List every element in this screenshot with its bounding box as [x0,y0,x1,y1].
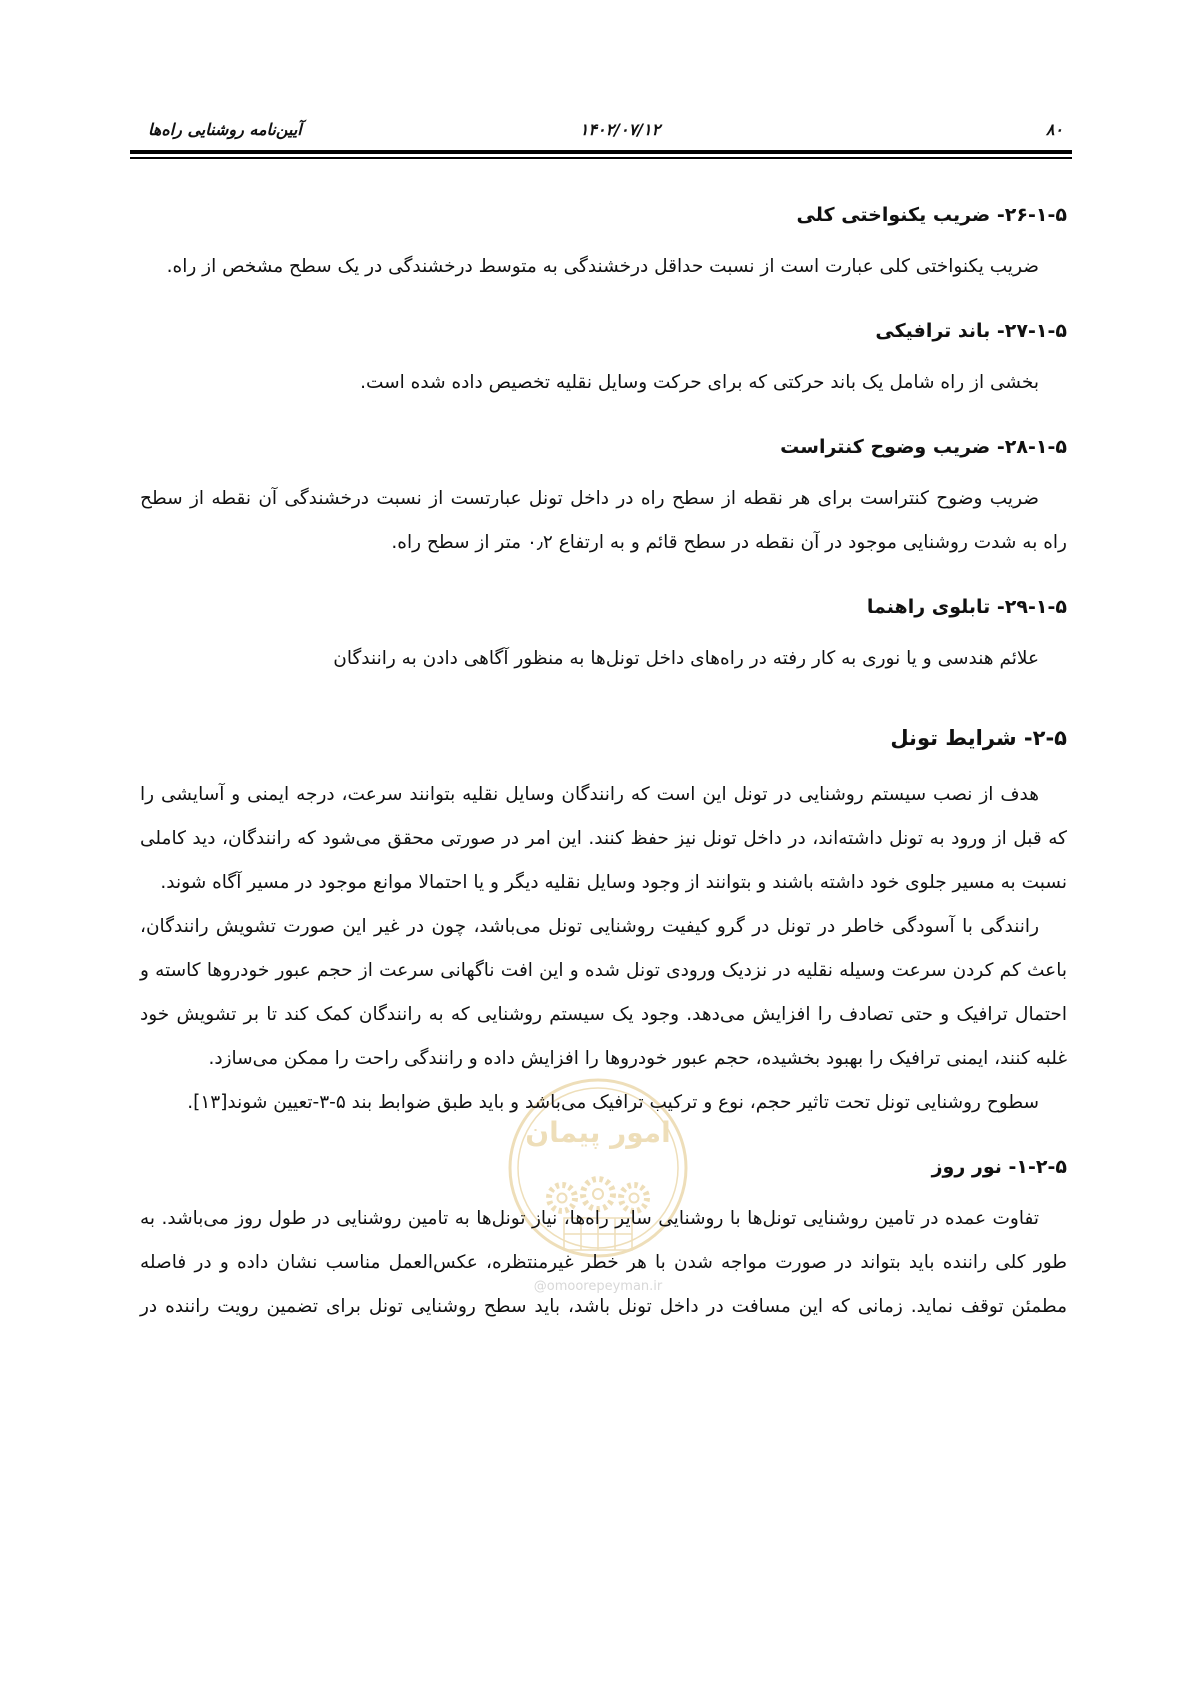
section-number-part: ۵ [1055,436,1067,458]
section-5-2-1 [140,1147,1067,1329]
section-number-part: ۵ [1055,596,1067,618]
section-number-part: ۱ [1035,436,1048,458]
section-number: ۵-۱-۲۸- [996,436,1067,458]
section-5-1-27 [140,311,1067,405]
document-title: آیین‌نامه روشنایی راه‌ها [148,120,302,139]
section-heading [140,427,1067,467]
section-5-2 [140,718,1067,1125]
paragraph: ضریب وضوح کنتراست برای هر نقطه از سطح راه در داخل تونل عبارتست از نسبت درخشندگی آن نقطه از سطح راه به شدت روشنایی موجود در آن نقطه در سطح قائم و به ارتفاع ۰٫۲ متر از سطح راه. [140,488,1067,553]
header-rule-thick [130,150,1072,154]
section-number: ۵-۱-۲۶- [996,204,1067,226]
section-title: شرایط تونل [890,726,1017,750]
document-body [140,195,1067,1329]
section-number-part: ۲۸ [1004,436,1028,458]
section-number-part: ۲ [1035,1156,1048,1178]
section-number-part: ۱ [1035,596,1048,618]
section-number: ۵-۱-۲۹- [996,596,1067,618]
section-heading [140,1147,1067,1187]
paragraph: علائم هندسی و یا نوری به کار رفته در راه‌های داخل تونل‌ها به منظور آگاهی دادن به رانندگان [333,648,1039,669]
section-number: ۵-۲- [1023,726,1067,750]
section-title: باند ترافیکی [875,320,991,342]
section-number-part: ۵ [1055,1156,1067,1178]
section-title: ضریب وضوح کنتراست [780,436,991,458]
section-title: ضریب یکنواختی کلی [796,204,991,226]
header-date: ۱۴۰۲/۰۷/۱۲ [579,120,661,139]
section-heading [140,718,1067,758]
section-title: تابلوی راهنما [866,596,991,618]
section-number: ۵-۲-۱- [1008,1156,1067,1178]
section-number-part: ۱ [1035,320,1048,342]
section-number-part: ۱ [1016,1156,1028,1178]
paragraph: بخشی از راه شامل یک باند حرکتی که برای حرکت وسایل نقلیه تخصیص داده شده است. [360,372,1039,393]
section-number-part: ۲۹ [1004,596,1028,618]
section-title: نور روز [931,1156,1002,1178]
paragraph: ضریب یکنواختی کلی عبارت است از نسبت حداقل درخشندگی به متوسط درخشندگی در یک سطح مشخص از راه. [166,256,1039,277]
section-number-part: ۲۷ [1004,320,1028,342]
paragraph: هدف از نصب سیستم روشنایی در تونل این است که رانندگان وسایل نقلیه بتوانند سرعت، درجه ایمنی و آسایشی را که قبل از ورود به تونل داشته‌اند، در داخل تونل نیز حفظ کنند. این امر در صورتی محقق می‌شود که رانندگان، دید کاملی نسبت به مسیر جلوی خود داشته باشند و بتوانند از وجود وسایل نقلیه دیگر و یا احتمالا موانع موجود در مسیر آگاه شوند. [140,784,1067,893]
section-number: ۵-۱-۲۷- [996,320,1067,342]
section-heading [140,311,1067,351]
section-number-part: ۵ [1055,320,1067,342]
section-5-1-28 [140,427,1067,565]
section-number-part: ۵ [1054,726,1067,750]
section-number-part: ۵ [1055,204,1067,226]
paragraph: تفاوت عمده در تامین روشنایی تونل‌ها با روشنایی سایر راه‌ها، نیاز تونل‌ها به تامین روشنایی در طول روز می‌باشد. به طور کلی راننده باید بتواند در صورت مواجه شدن با هر خطر غیرمنتظره، عکس‌العمل مناسب نشان داده و در فاصله مطمئن توقف نماید. زمانی که این مسافت در داخل تونل باشد، باید سطح روشنایی تونل برای تضمین رویت راننده در [140,1208,1067,1317]
section-5-1-29 [140,587,1067,681]
section-heading [140,195,1067,235]
header-rule-thin [130,157,1072,159]
section-5-1-26 [140,195,1067,289]
section-number-part: ۲ [1032,726,1046,750]
paragraph: سطوح روشنایی تونل تحت تاثیر حجم، نوع و ترکیب ترافیک می‌باشد و باید طبق ضوابط بند ۵-۳-تعیین شوند[۱۳]. [187,1092,1039,1113]
paragraph: رانندگی با آسودگی خاطر در تونل در گرو کیفیت روشنایی تونل می‌باشد، چون در غیر این صورت تشویش رانندگان، باعث کم کردن سرعت وسیله نقلیه در نزدیک ورودی تونل شده و این افت ناگهانی سرعت از حجم عبور خودروها کاسته و احتمال ترافیک و حتی تصادف را افزایش می‌دهد. وجود یک سیستم روشنایی که به رانندگان کمک کند تا بر تشویش خود غلبه کنند، ایمنی ترافیک را بهبود بخشیده، حجم عبور خودروها را افزایش داده و رانندگی راحت را ممکن می‌سازد. [140,916,1067,1069]
watermark-url: @omoorepeyman.ir [533,1279,663,1294]
section-number-part: ۱ [1035,204,1048,226]
logo-lettering: امور پیمان [525,1116,671,1149]
page-number: ۸۰ [1045,120,1063,139]
section-heading [140,587,1067,627]
section-number-part: ۲۶ [1004,204,1028,226]
